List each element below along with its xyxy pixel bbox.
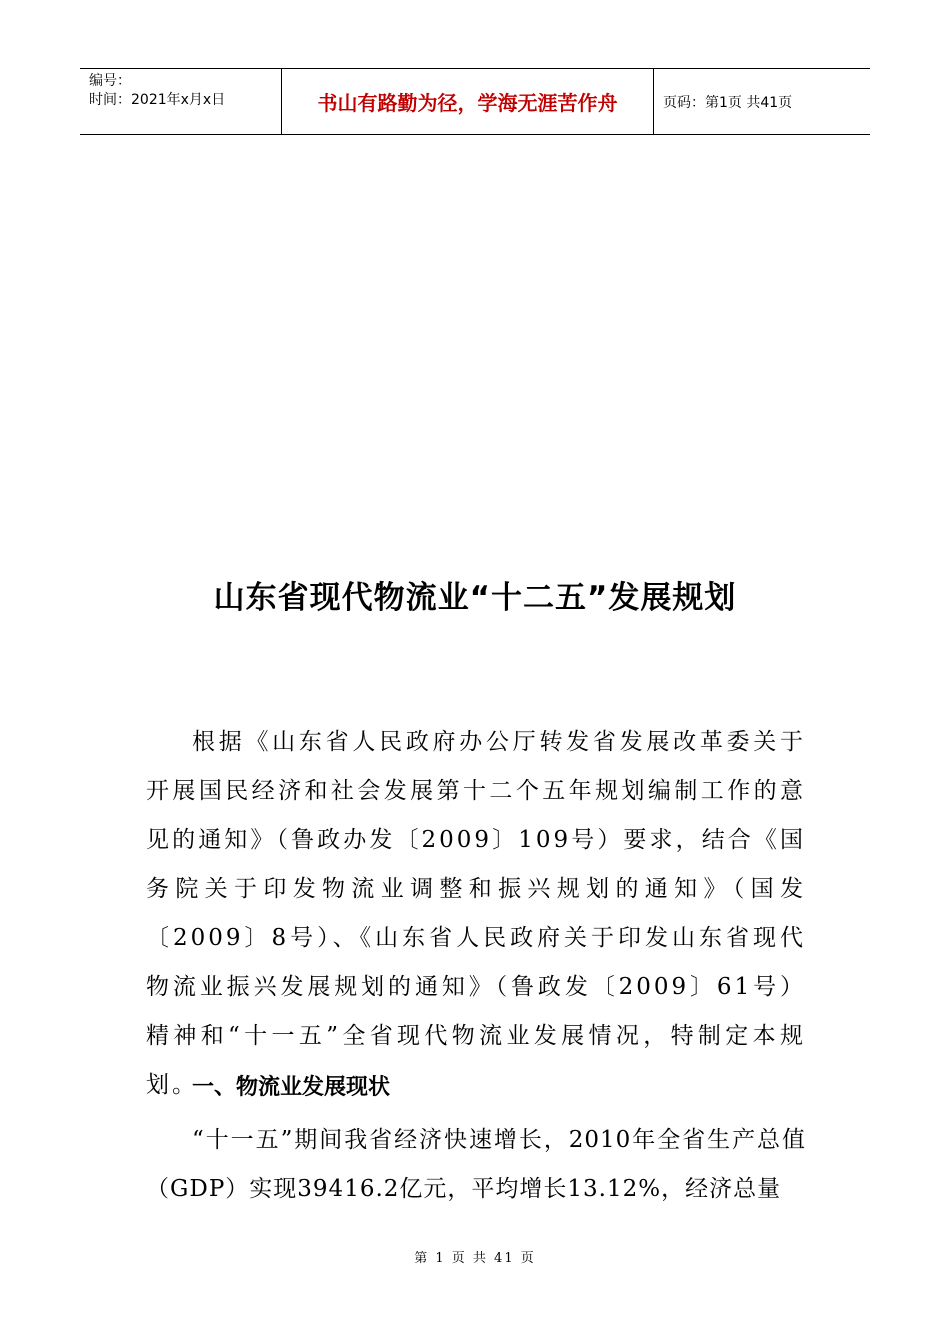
time-label: 时间：2021年x月x日 <box>89 92 226 108</box>
header-motto: 书山有路勤为径，学海无涯苦作舟 <box>281 69 654 134</box>
page-footer: 第 1 页 共 41 页 <box>414 1251 536 1266</box>
body-paragraph: “十一五”期间我省经济快速增长，2010年全省生产总值（GDP）实现39416.2亿元，平均增长13.12%，经济总量 <box>146 1127 806 1202</box>
page-header <box>80 68 870 135</box>
document-title: 山东省现代物流业“十二五”发展规划 <box>213 580 737 616</box>
section-heading: 一、物流业发展现状 <box>192 1075 391 1100</box>
header-meta <box>80 69 281 134</box>
header-page-info: 页码：第1页 共41页 <box>663 94 793 111</box>
number-label: 编号： <box>89 73 131 89</box>
intro-paragraph: 根据《山东省人民政府办公厅转发省发展改革委关于开展国民经济和社会发展第十二个五年规划编制工作的意见的通知》（鲁政办发〔2009〕109号）要求，结合《国务院关于印发物流业调整和振兴规划的通知》（国发〔2009〕8号）、《山东省人民政府关于印发山东省现代物流业振兴发展规划的通知》（鲁政发〔2009〕61号）精神和“十一五”全省现代物流业发展情况，特制定本规划。 <box>146 729 806 1098</box>
